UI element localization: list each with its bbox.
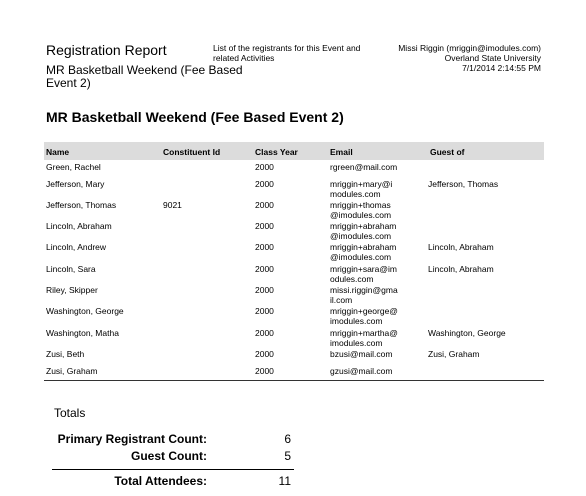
cell-email: mriggin+abraham@imodules.com — [330, 242, 397, 262]
cell-constituent-id: 9021 — [163, 200, 182, 210]
cell-guest-of: Lincoln, Abraham — [428, 264, 494, 274]
cell-class-year: 2000 — [255, 200, 274, 210]
cell-class-year: 2000 — [255, 162, 274, 172]
cell-class-year: 2000 — [255, 264, 274, 274]
cell-email: mriggin+abraham@imodules.com — [330, 221, 397, 241]
primary-registrant-count-value: 6 — [284, 432, 291, 446]
cell-email: missi.riggin@gmail.com — [330, 285, 398, 305]
cell-name: Washington, George — [46, 306, 124, 316]
cell-guest-of: Washington, George — [428, 328, 506, 338]
table-bottom-rule — [44, 380, 544, 381]
user-info: Missi Riggin (mriggin@imodules.com) — [398, 43, 541, 53]
cell-name: Lincoln, Abraham — [46, 221, 112, 231]
cell-name: Jefferson, Mary — [46, 179, 105, 189]
total-attendees-value: 11 — [278, 474, 291, 488]
cell-email: mriggin+mary@imodules.com — [330, 179, 393, 199]
cell-email: gzusi@mail.com — [330, 366, 393, 376]
column-header-guest-of: Guest of — [430, 147, 465, 157]
cell-class-year: 2000 — [255, 366, 274, 376]
cell-name: Lincoln, Sara — [46, 264, 96, 274]
cell-guest-of: Zusi, Graham — [428, 349, 480, 359]
cell-guest-of: Lincoln, Abraham — [428, 242, 494, 252]
report-meta — [360, 43, 541, 73]
column-header-name: Name — [46, 147, 70, 157]
cell-name: Green, Rachel — [46, 162, 101, 172]
event-subtitle: MR Basketball Weekend (Fee Based Event 2) — [46, 63, 243, 90]
cell-guest-of: Jefferson, Thomas — [428, 179, 499, 189]
cell-class-year: 2000 — [255, 306, 274, 316]
cell-email: mriggin+thomas@imodules.com — [330, 200, 392, 220]
cell-class-year: 2000 — [255, 179, 274, 189]
cell-email: rgreen@mail.com — [330, 162, 398, 172]
cell-name: Lincoln, Andrew — [46, 242, 107, 252]
cell-email: bzusi@mail.com — [330, 349, 393, 359]
table-header — [44, 142, 544, 160]
cell-name: Washington, Matha — [46, 328, 119, 338]
cell-name: Zusi, Graham — [46, 366, 98, 376]
guest-count-value: 5 — [284, 449, 291, 463]
cell-class-year: 2000 — [255, 285, 274, 295]
column-header-email: Email — [330, 147, 353, 157]
cell-name: Jefferson, Thomas — [46, 200, 117, 210]
cell-name: Zusi, Beth — [46, 349, 85, 359]
cell-email: mriggin+george@imodules.com — [330, 306, 398, 326]
report-title: Registration Report — [46, 42, 167, 58]
totals-heading: Totals — [54, 406, 86, 420]
cell-email: mriggin+sara@imodules.com — [330, 264, 397, 284]
report-datetime: 7/1/2014 2:14:55 PM — [462, 63, 541, 73]
cell-email: mriggin+martha@imodules.com — [330, 328, 398, 348]
column-header-constituent-id: Constituent Id — [163, 147, 221, 157]
cell-class-year: 2000 — [255, 221, 274, 231]
organization-name: Overland State University — [444, 53, 541, 63]
cell-class-year: 2000 — [255, 349, 274, 359]
cell-class-year: 2000 — [255, 328, 274, 338]
guest-count-label: Guest Count: — [131, 449, 207, 463]
report-description: List of the registrants for this Event and related Activities — [213, 43, 361, 63]
cell-name: Riley, Skipper — [46, 285, 98, 295]
column-header-class-year: Class Year — [255, 147, 298, 157]
total-attendees-label: Total Attendees: — [114, 474, 207, 488]
cell-class-year: 2000 — [255, 242, 274, 252]
primary-registrant-count-label: Primary Registrant Count: — [57, 432, 207, 446]
totals-rule — [52, 469, 294, 470]
event-heading: MR Basketball Weekend (Fee Based Event 2) — [46, 109, 344, 125]
